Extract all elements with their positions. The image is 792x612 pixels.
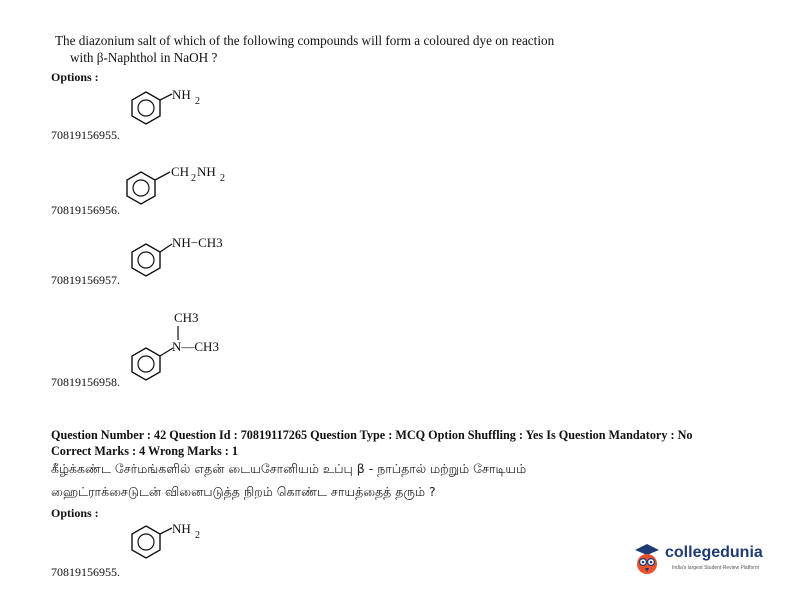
substituent-label: NH−CH3: [172, 235, 223, 250]
option-id: 70819156958.: [51, 375, 120, 389]
substituent-subscript: 2: [195, 530, 200, 541]
substituent-label: N—CH3: [172, 339, 219, 354]
logo-tagline: India's largest Student Review Platform: [672, 565, 760, 571]
options-label: Options :: [51, 506, 99, 520]
question-meta-line1: Question Number : 42 Question Id : 70819117265 Question Type : MCQ Option Shuffling : Yes Is Question Mandatory : No: [51, 428, 693, 442]
option-id: 70819156955.: [51, 565, 120, 579]
options-label: Options :: [51, 70, 99, 84]
substituent-subscript-2: 2: [220, 173, 225, 184]
owl-mascot-icon: [632, 542, 662, 578]
logo-wordmark: collegedunia: [665, 544, 763, 561]
question-text-line2: with β-Naphthol in NaOH ?: [70, 50, 218, 65]
substituent-subscript: 2: [195, 96, 200, 107]
question-text-tamil-line2: ஹைட்ராக்சைடுடன் வினைபடுத்த நிறம் கொண்ட சாயத்தைத் தரும் ?: [51, 484, 436, 499]
option-id: 70819156957.: [51, 273, 120, 287]
substituent-label: NH: [172, 521, 191, 536]
structure-aniline: [120, 518, 230, 570]
question-text-tamil-line1: கீழ்க்கண்ட சேர்மங்களில் எதன் டையசோனியம் உப்பு β - நாப்தால் மற்றும் சோடியம்: [51, 461, 527, 476]
substituent-label-2: NH: [197, 164, 216, 179]
structure-n-methylaniline: [120, 228, 250, 284]
substituent-top-label: CH3: [174, 310, 199, 325]
question-text-line1: The diazonium salt of which of the following compounds will form a coloured dye on reaction: [55, 33, 555, 48]
option-id: 70819156955.: [51, 128, 120, 142]
question-meta-line2: Correct Marks : 4 Wrong Marks : 1: [51, 444, 238, 458]
option-id: 70819156956.: [51, 203, 120, 217]
structure-n-n-dimethylaniline: [118, 306, 258, 388]
collegedunia-logo: [632, 540, 772, 582]
substituent-label: NH: [172, 87, 191, 102]
structure-benzylamine: [115, 158, 245, 214]
substituent-label: CH: [171, 164, 190, 179]
structure-aniline: [120, 84, 230, 136]
substituent-subscript: 2: [191, 173, 196, 184]
